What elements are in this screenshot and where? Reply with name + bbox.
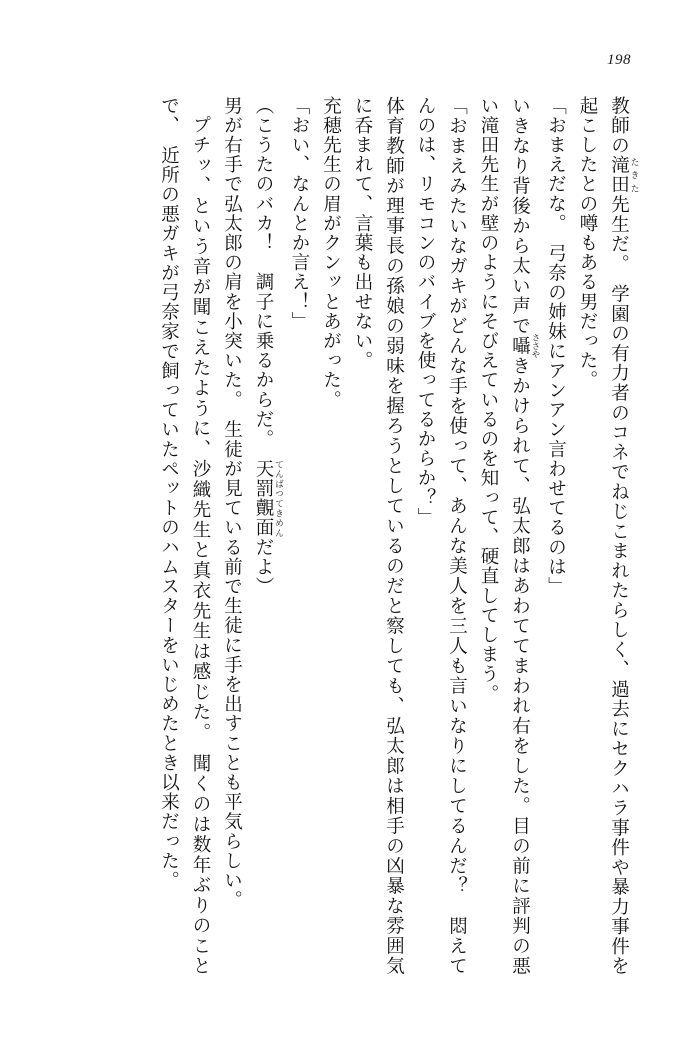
paragraph: 「おまえだな。 弓奈の姉妹にアンアン言わせてるのは」 [545, 96, 567, 597]
paragraph: 充穂先生の眉がクンッとあがった。 [320, 96, 342, 410]
ruby-annotation: 滝田 たきた [608, 155, 639, 195]
page-number: 198 [607, 52, 631, 68]
paragraph: いきなり背後から太い声で囁 ささやきかけられて、弘太郎はあわててまわれ右をした。目の前に評判の悪い滝田先生が壁のようにそびえているのを知って、硬直してしまう。 [478, 96, 540, 976]
paragraph: 「おまえみたいなガキがどんな手を使って、あんな美人を三人も言いなりにしてるんだ？ 悶えてんのは、リモコンのバイブを使ってるからか？」 [415, 96, 468, 976]
paragraph: 男が右手で弘太郎の肩を小突いた。 生徒が見ている前で生徒に手を出すことも平気らしい。 [221, 96, 243, 910]
ruby-annotation: 天罰覿面 てんばつてきめん [253, 459, 284, 538]
paragraph: 「おい、なんとか言え！」 [289, 96, 310, 332]
body-text [56, 96, 639, 976]
paragraph: 体育教師が理事長の孫娘の弱味を握ろうとしているのだと察しても、弘太郎は相手の凶暴な雰囲気に呑まれて、言葉も出せない。 [352, 96, 405, 976]
ruby-annotation: 囁 ささや [509, 333, 540, 359]
paragraph: （こうたのバカ！ 調子に乗るからだ。 天罰覿面 てんばつてきめんだよ） [253, 96, 284, 597]
paragraph: プチッ、という音が聞こえたように、沙織先生と真衣先生は感じた。 聞くのは数年ぶりのことで、 近所の悪ガキが弓奈家で飼っていたペットのハムスターをいじめたとき以来だった。 [158, 96, 211, 976]
paragraph: 教師の滝田 たきた先生だ。 学園の有力者のコネでねじこまれたらしく、過去にセクハラ事件や暴力事件を起こしたとの噂もある男だった。 [577, 96, 639, 976]
